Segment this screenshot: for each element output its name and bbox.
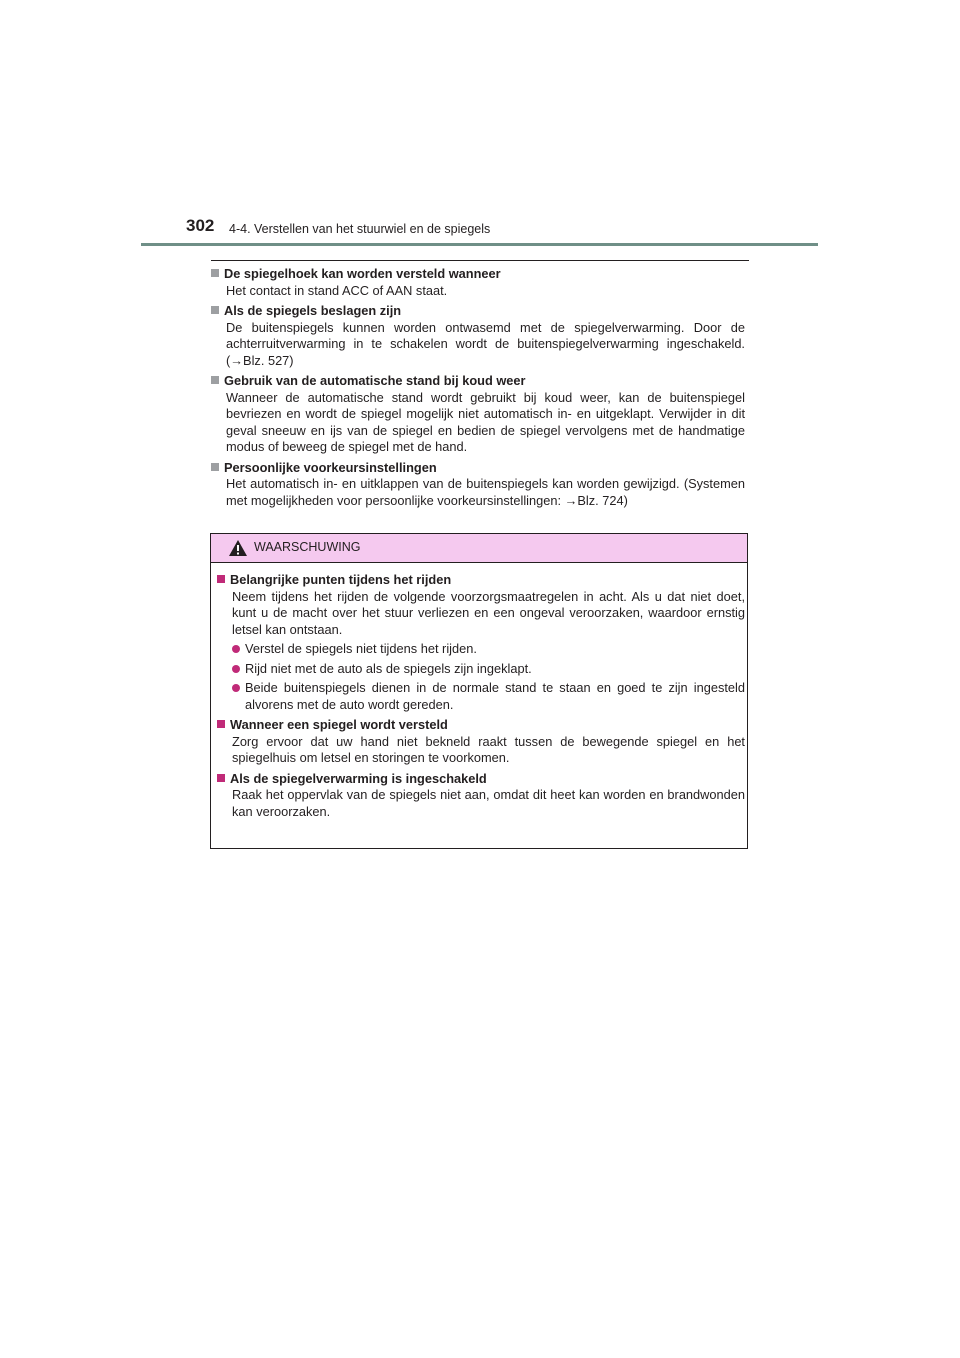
warning-item-title: Belangrijke punten tijdens het rijden <box>230 572 452 587</box>
info-item <box>211 303 745 369</box>
item-title: Persoonlijke voorkeursinstellingen <box>224 459 437 475</box>
warning-header <box>211 534 747 563</box>
square-bullet-icon <box>211 463 219 471</box>
circle-bullet-icon <box>232 684 240 692</box>
square-bullet-icon <box>211 269 219 277</box>
item-body: Wanneer de automatische stand wordt gebruikt bij koud weer, kan de buitenspiegel bevriezen en wordt de spiegel mogelijk niet automatisch in- en uitgeklapt. Verwijder in dit geval sneeuw en ijs van de spiegel en bedien de spiegel vervolgens met de handmatige modus of beweeg de spiegel met de hand. <box>226 389 745 454</box>
warning-item <box>217 572 745 713</box>
warning-item <box>217 771 745 821</box>
content-top-rule <box>211 260 749 261</box>
warning-label: WAARSCHUWING <box>254 540 361 554</box>
warning-content <box>211 572 745 824</box>
header-rule <box>141 243 818 246</box>
square-bullet-icon <box>211 306 219 314</box>
list-item: Verstel de spiegels niet tijdens het rijden. <box>217 641 745 658</box>
item-title: Gebruik van de automatische stand bij koud weer <box>224 373 526 388</box>
warning-item-body: Neem tijdens het rijden de volgende voorzorgsmaatregelen in acht. Als u dat niet doet, kunt u de macht over het stuur verliezen en een ongeval veroorzaken, waardoor ernstig letsel kan ontstaan. <box>232 588 745 637</box>
warning-item-title: Wanneer een spiegel wordt versteld <box>230 717 448 732</box>
info-item <box>211 460 745 510</box>
warning-item-body: Zorg ervoor dat uw hand niet bekneld raakt tussen de bewegende spiegel en het spiegelhuis om letsel en storingen te voorkomen. <box>232 733 745 765</box>
section-title: 4-4. Verstellen van het stuurwiel en de spiegels <box>229 222 491 236</box>
item-body: De buitenspiegels kunnen worden ontwasemd met de spiegelverwarming. Door de achterruitverwarming in te schakelen wordt de buitenspiegelverwarming ingeschakeld. (→Blz. 527) <box>226 319 745 368</box>
item-body: Het automatisch in- en uitklappen van de buitenspiegels kan worden gewijzigd. (Systemen met mogelijkheden voor persoonlijke voorkeursinstellingen: →Blz. 724) <box>226 476 745 508</box>
warning-box <box>210 533 748 849</box>
item-title: Als de spiegels beslagen zijn <box>224 303 402 318</box>
square-bullet-icon <box>217 720 225 728</box>
square-bullet-icon <box>211 376 219 384</box>
square-bullet-icon <box>217 575 225 583</box>
list-item: Beide buitenspiegels dienen in de normale stand te staan en goed te zijn ingesteld alvorens met de auto wordt gereden. <box>217 680 745 713</box>
warning-triangle-icon <box>228 539 248 557</box>
circle-bullet-icon <box>232 665 240 673</box>
warning-item <box>217 717 745 767</box>
square-bullet-icon <box>217 774 225 782</box>
list-item: Rijd niet met de auto als de spiegels zijn ingeklapt. <box>217 661 745 678</box>
item-body: Het contact in stand ACC of AAN staat. <box>226 282 448 298</box>
main-content <box>211 266 745 513</box>
warning-item-body: Raak het oppervlak van de spiegels niet aan, omdat dit heet kan worden en brandwonden kan veroorzaken. <box>232 787 745 819</box>
info-item <box>211 373 745 456</box>
page-number: 302 <box>186 216 215 235</box>
item-title: De spiegelhoek kan worden versteld wanneer <box>224 266 501 281</box>
warning-item-title: Als de spiegelverwarming is ingeschakeld <box>230 770 487 786</box>
info-item <box>211 266 745 299</box>
circle-bullet-icon <box>232 645 240 653</box>
